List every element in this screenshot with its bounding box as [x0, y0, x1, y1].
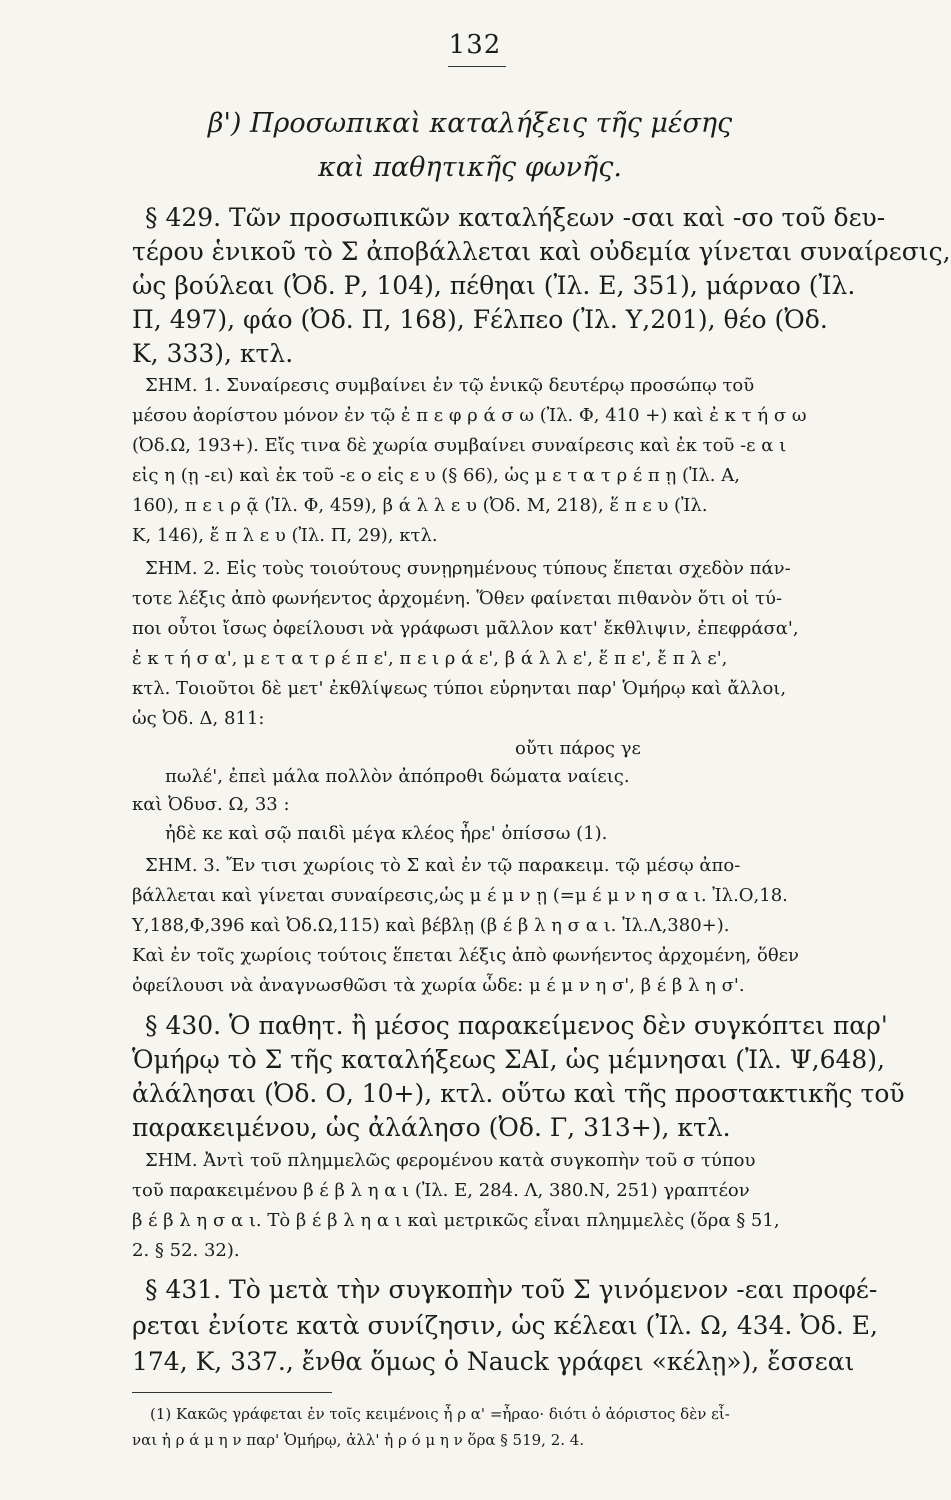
note-line: μέσου ἀορίστου μόνον ἐν τῷ ἐ π ε φ ρ ά σ ω (Ἰλ. Φ, 410 +) καὶ ἐ κ τ ή σ ω [132, 405, 807, 426]
verse-line: οὔτι πάρος γε [515, 738, 641, 759]
note-line: 160), π ε ι ρ ᾷ (Ἰλ. Φ, 459), β ά λ λ ε υ (Ὀδ. Μ, 218), ἕ π ε υ (Ἰλ. [132, 495, 708, 516]
note-line: Καὶ ἐν τοῖς χωρίοις τούτοις ἕπεται λέξις ἀπὸ φωνήεντος ἀρχομένη, ὅθεν [132, 945, 799, 966]
footnote-line: (1) Κακῶς γράφεται ἐν τοῖς κειμένοις ἦ ρ α' =ἦραο· διότι ὁ ἀόριστος δὲν εἶ- [150, 1405, 730, 1423]
footnote-line: ναι ἠ ρ ά μ η ν παρ' Ὁμήρῳ, ἀλλ' ἠ ρ ό μ η ν ὅρα § 519, 2. 4. [132, 1431, 585, 1449]
verse-line: πωλέ', ἐπεὶ μάλα πολλὸν ἀπόπροθι δώματα ναίεις. [165, 766, 630, 787]
note-line: β έ β λ η σ α ι. Τὸ β έ β λ η α ι καὶ μετρικῶς εἶναι πλημμελὲς (ὅρα § 51, [132, 1210, 780, 1231]
section-heading-line-2: καὶ παθητικῆς φωνῆς. [318, 152, 622, 183]
note-line: βάλλεται καὶ γίνεται συναίρεσις,ὡς μ έ μ ν ῃ (=μ έ μ ν η σ α ι. Ἰλ.Ο,18. [132, 885, 788, 906]
note-line: (Ὀδ.Ω, 193+). Εἴς τινα δὲ χωρία συμβαίνει συναίρεσις καὶ ἐκ τοῦ -ε α ι [132, 435, 787, 456]
note-line: εἰς η (ῃ -ει) καὶ ἐκ τοῦ -ε ο εἰς ε υ (§ 66), ὡς μ ε τ α τ ρ έ π ῃ (Ἰλ. Α, [132, 465, 740, 486]
text-line: Π, 497), φάο (Ὀδ. Π, 168), Fέλπεο (Ἰλ. Υ,201), θέο (Ὀδ. [132, 305, 828, 334]
note-line: Υ,188,Φ,396 καὶ Ὀδ.Ω,115) καὶ βέβλῃ (β έ β λ η σ α ι. Ἰλ.Λ,380+). [132, 915, 730, 936]
note-line: τοτε λέξις ἀπὸ φωνήεντος ἀρχομένη. Ὅθεν φαίνεται πιθανὸν ὅτι οἱ τύ- [132, 588, 783, 609]
text-line: ρεται ἐνίοτε κατὰ συνίζησιν, ὡς κέλεαι (Ἰλ. Ω, 434. Ὀδ. Ε, [132, 1311, 878, 1340]
note-line: ποι οὗτοι ἴσως ὀφείλουσι νὰ γράφωσι μᾶλλον κατ' ἔκθλιψιν, ἐπεφράσα', [132, 618, 799, 639]
text-line: § 430. Ὁ παθητ. ἢ μέσος παρακείμενος δὲν συγκόπτει παρ' [145, 1011, 888, 1040]
text-line: § 429. Τῶν προσωπικῶν καταλήξεων -σαι καὶ -σο τοῦ δευ- [145, 203, 886, 232]
text-line: § 431. Τὸ μετὰ τὴν συγκοπὴν τοῦ Σ γινόμενον -εαι προφέ- [145, 1275, 878, 1304]
text-line: Κ, 333), κτλ. [132, 339, 294, 368]
note-line: τοῦ παρακειμένου β έ β λ η α ι (Ἰλ. Ε, 284. Λ, 380.Ν, 251) γραπτέον [132, 1180, 750, 1201]
section-heading-line-1: β') Προσωπικαὶ καταλήξεις τῆς μέσης [207, 108, 733, 139]
text-line: 174, Κ, 337., ἔνθα ὅμως ὁ Nauck γράφει «κέλῃ»), ἔσσεαι [132, 1347, 855, 1376]
note-line: ΣΗΜ. 1. Συναίρεσις συμβαίνει ἐν τῷ ἑνικῷ δευτέρῳ προσώπῳ τοῦ [145, 375, 755, 396]
footnote-rule [132, 1392, 332, 1393]
note-line: ΣΗΜ. Ἀντὶ τοῦ πλημμελῶς φερομένου κατὰ συγκοπὴν τοῦ σ τύπου [145, 1150, 756, 1171]
note-line: ΣΗΜ. 3. Ἔν τισι χωρίοις τὸ Σ καὶ ἐν τῷ παρακειμ. τῷ μέσῳ ἀπο- [145, 855, 741, 876]
text-line: τέρου ἑνικοῦ τὸ Σ ἀποβάλλεται καὶ οὐδεμία γίνεται συναίρεσις, [132, 237, 951, 266]
note-line: ὀφείλουσι νὰ ἀναγνωσθῶσι τὰ χωρία ὧδε: μ έ μ ν η σ', β έ β λ η σ'. [132, 975, 745, 996]
note-line: 2. § 52. 32). [132, 1240, 240, 1261]
text-line: ἀλάλησαι (Ὀδ. Ο, 10+), κτλ. οὕτω καὶ τῆς προστακτικῆς τοῦ [132, 1079, 905, 1108]
note-line: ὡς Ὀδ. Δ, 811: [132, 708, 265, 729]
text-line: Ὁμήρῳ τὸ Σ τῆς καταλήξεως ΣΑΙ, ὡς μέμνησαι (Ἰλ. Ψ,648), [132, 1045, 886, 1074]
page-number: 132 [448, 30, 502, 60]
verse-intro: καὶ Ὀδυσ. Ω, 33 : [132, 794, 290, 815]
note-line: Κ, 146), ἔ π λ ε υ (Ἰλ. Π, 29), κτλ. [132, 525, 438, 546]
verse-line: ἠδὲ κε καὶ σῷ παιδὶ μέγα κλέος ἦρε' ὀπίσσω (1). [165, 823, 608, 844]
text-line: παρακειμένου, ὡς ἀλάλησο (Ὀδ. Γ, 313+), κτλ. [132, 1113, 731, 1142]
page-number-rule [448, 66, 506, 67]
note-line: κτλ. Τοιοῦτοι δὲ μετ' ἐκθλίψεως τύποι εὑρηνται παρ' Ὁμήρῳ καὶ ἄλλοι, [132, 678, 787, 699]
note-line: ΣΗΜ. 2. Εἰς τοὺς τοιούτους συνῃρημένους τύπους ἕπεται σχεδὸν πάν- [145, 558, 791, 579]
note-line: ἐ κ τ ή σ α', μ ε τ α τ ρ έ π ε', π ε ι ρ ά ε', β ά λ λ ε', ἕ π ε', ἔ π λ ε', [132, 648, 728, 669]
text-line: ὡς βούλεαι (Ὀδ. Ρ, 104), πέθηαι (Ἰλ. Ε, 351), μάρναο (Ἰλ. [132, 271, 856, 300]
